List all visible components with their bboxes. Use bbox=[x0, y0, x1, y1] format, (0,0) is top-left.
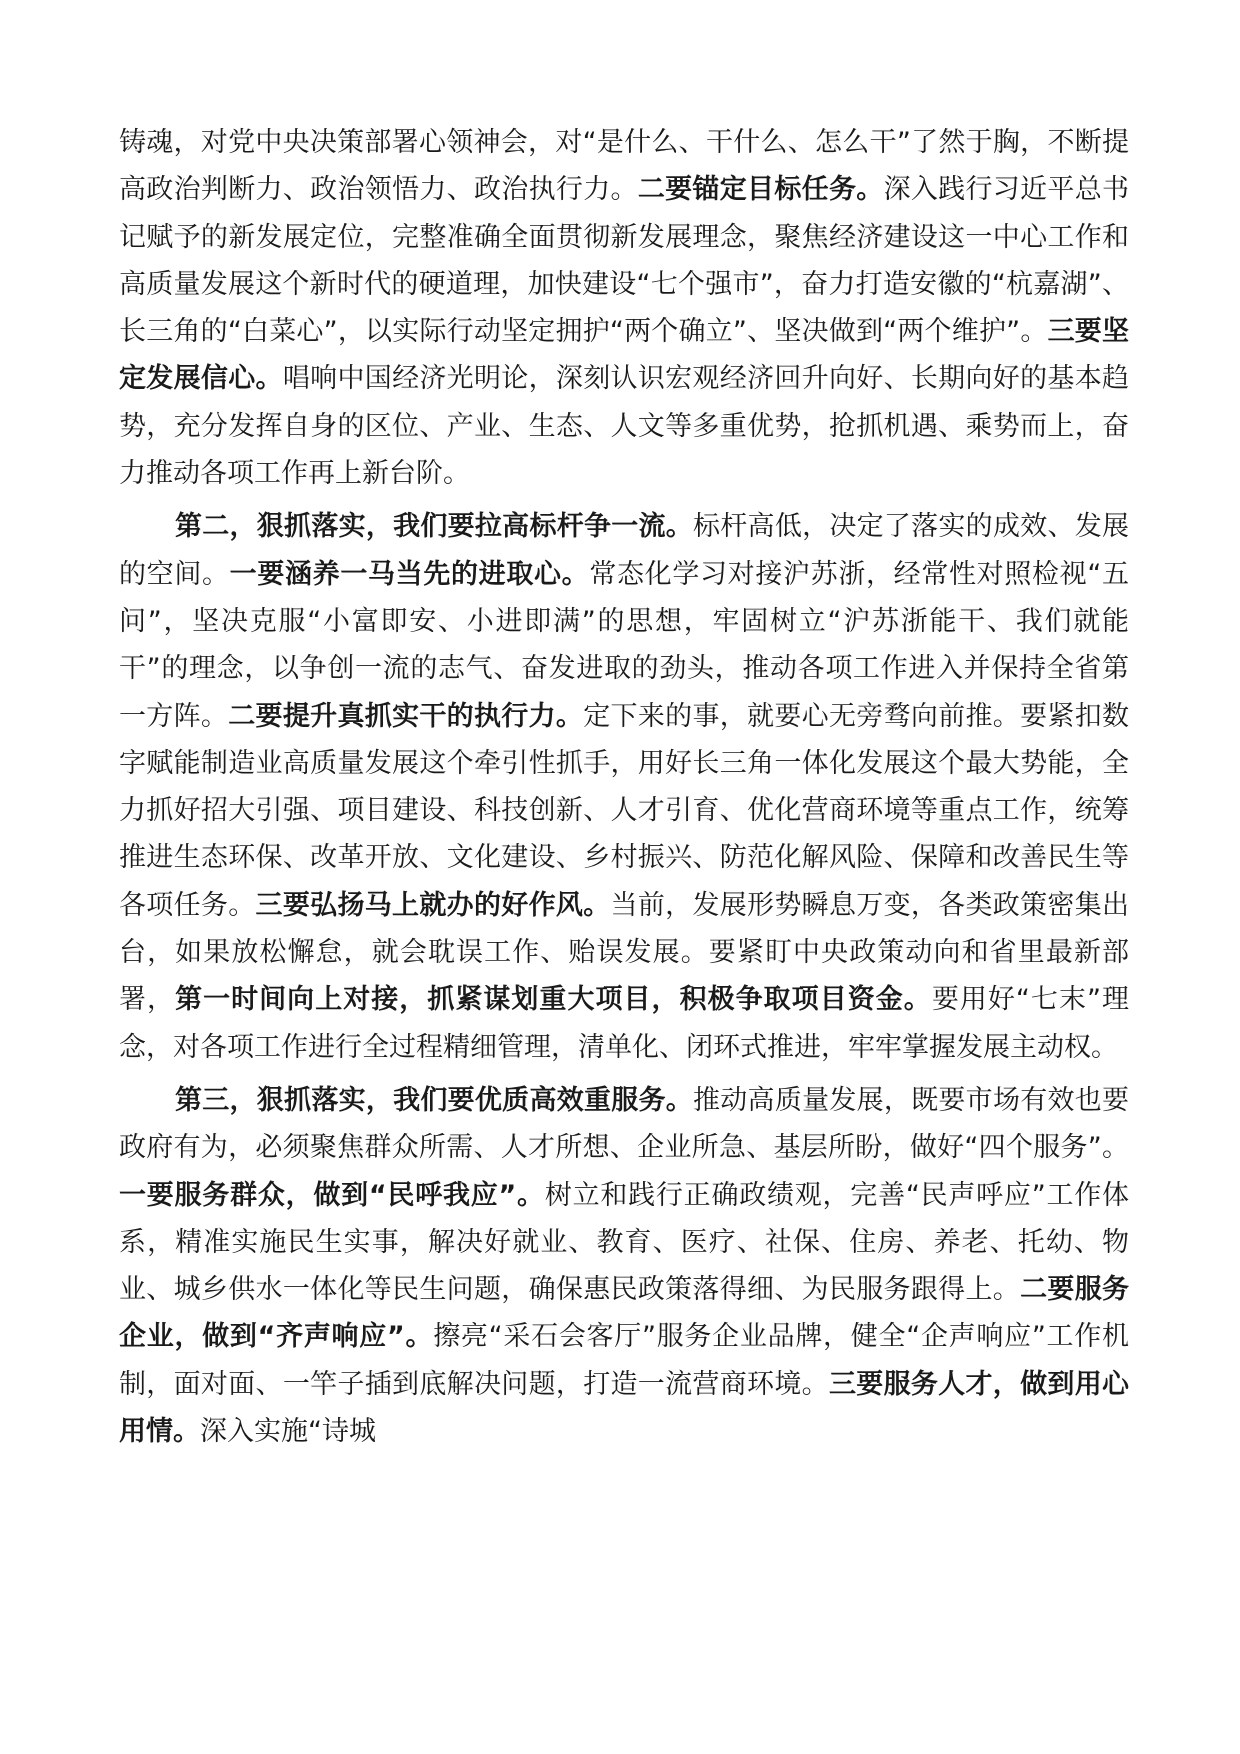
bold-heading-run: 二要服务企业，做到“齐声响应”。 bbox=[119, 1274, 1130, 1353]
text-run: 标杆高低，决定了落实的成效、发展的空间。 bbox=[119, 511, 1130, 590]
bold-heading-run: 三要坚定发展信心。 bbox=[119, 316, 1129, 395]
text-run: 深入实施“诗城 bbox=[200, 1416, 376, 1448]
bold-heading-run: 一要涵养一马当先的进取心。 bbox=[229, 558, 590, 590]
text-run: 树立和践行正确政绩观，完善“民声呼应”工作体系，精准实施民生实事，解决好就业、教育、医疗、社保、住房、养老、托幼、物业、城乡供水一体化等民生问题，确保惠民政策落得细、为民服务跟得上。 bbox=[119, 1179, 1129, 1306]
section-heading-run: 第二，狠抓落实，我们要拉高标杆争一流。 bbox=[175, 511, 694, 543]
bold-heading-run: 二要提升真抓实干的执行力。 bbox=[228, 700, 584, 732]
text-run: 当前，发展形势瞬息万变，各类政策密集出台，如果放松懈怠，就会耽误工作、贻误发展。要紧盯中央政策动向和省里最新部署， bbox=[119, 889, 1130, 1016]
document-body bbox=[119, 119, 1129, 1461]
text-run: 定下来的事，就要心无旁骛向前推。要紧扣数字赋能制造业高质量发展这个牵引性抓手，用好长三角一体化发展这个最大势能，全力抓好招大引强、项目建设、科技创新、人才引育、优化营商环境等重点工作，统筹推进生态环保、改革开放、文化建设、乡村振兴、防范化解风险、保障和改善民生等各项任务。 bbox=[119, 700, 1130, 921]
text-run: 常态化学习对接沪苏浙，经常性对照检视“五问”，坚决克服“小富即安、小进即满”的思想，牢固树立“沪苏浙能干、我们就能干”的理念，以争创一流的志气、奋发进取的劲头，推动各项工作进入并保持全省第一方阵。 bbox=[119, 558, 1129, 732]
bold-heading-run: 二要锚定目标任务。 bbox=[637, 174, 884, 206]
bold-heading-run: 三要服务人才，做到用心用情。 bbox=[119, 1368, 1130, 1448]
text-run: 唱响中国经济光明论，深刻认识宏观经济回升向好、长期向好的基本趋势，充分发挥自身的区位、产业、生态、人文等多重优势，抢抓机遇、乘势而上，奋力推动各项工作再上新台阶。 bbox=[119, 363, 1130, 490]
text-run: 要用好“七末”理念，对各项工作进行全过程精细管理，清单化、闭环式推进，牢牢掌握发展主动权。 bbox=[119, 984, 1130, 1063]
text-run: 铸魂，对党中央决策部署心领神会，对“是什么、干什么、怎么干”了然于胸，不断提高政治判断力、政治领悟力、政治执行力。 bbox=[119, 127, 1129, 206]
bold-heading-run: 一要服务群众，做到“民呼我应”。 bbox=[119, 1179, 545, 1211]
text-run: 推动高质量发展，既要市场有效也要政府有为，必须聚焦群众所需、人才所想、企业所急、基层所盼，做好“四个服务”。 bbox=[119, 1084, 1130, 1164]
text-run: 深入践行习近平总书记赋予的新发展定位，完整准确全面贯彻新发展理念，聚焦经济建设这一中心工作和高质量发展这个新时代的硬道理，加快建设“七个强市”，奋力打造安徽的“杭嘉湖”、长三角的“白菜心”，以实际行动坚定拥护“两个确立”、坚决做到“两个维护”。 bbox=[119, 174, 1130, 348]
bold-emphasis-run: 第一时间向上对接，抓紧谋划重大项目，积极争取项目资金。 bbox=[175, 984, 932, 1016]
bold-heading-run: 三要弘扬马上就办的好作风。 bbox=[255, 889, 611, 921]
paragraph-3 bbox=[119, 1077, 1129, 1455]
paragraph-1 bbox=[119, 119, 1129, 497]
paragraph-2 bbox=[119, 503, 1129, 1071]
text-run: 擦亮“采石会客厅”服务企业品牌，健全“企声响应”工作机制，面对面、一竿子插到底解决问题，打造一流营商环境。 bbox=[119, 1321, 1130, 1400]
section-heading-run: 第三，狠抓落实，我们要优质高效重服务。 bbox=[175, 1084, 694, 1116]
